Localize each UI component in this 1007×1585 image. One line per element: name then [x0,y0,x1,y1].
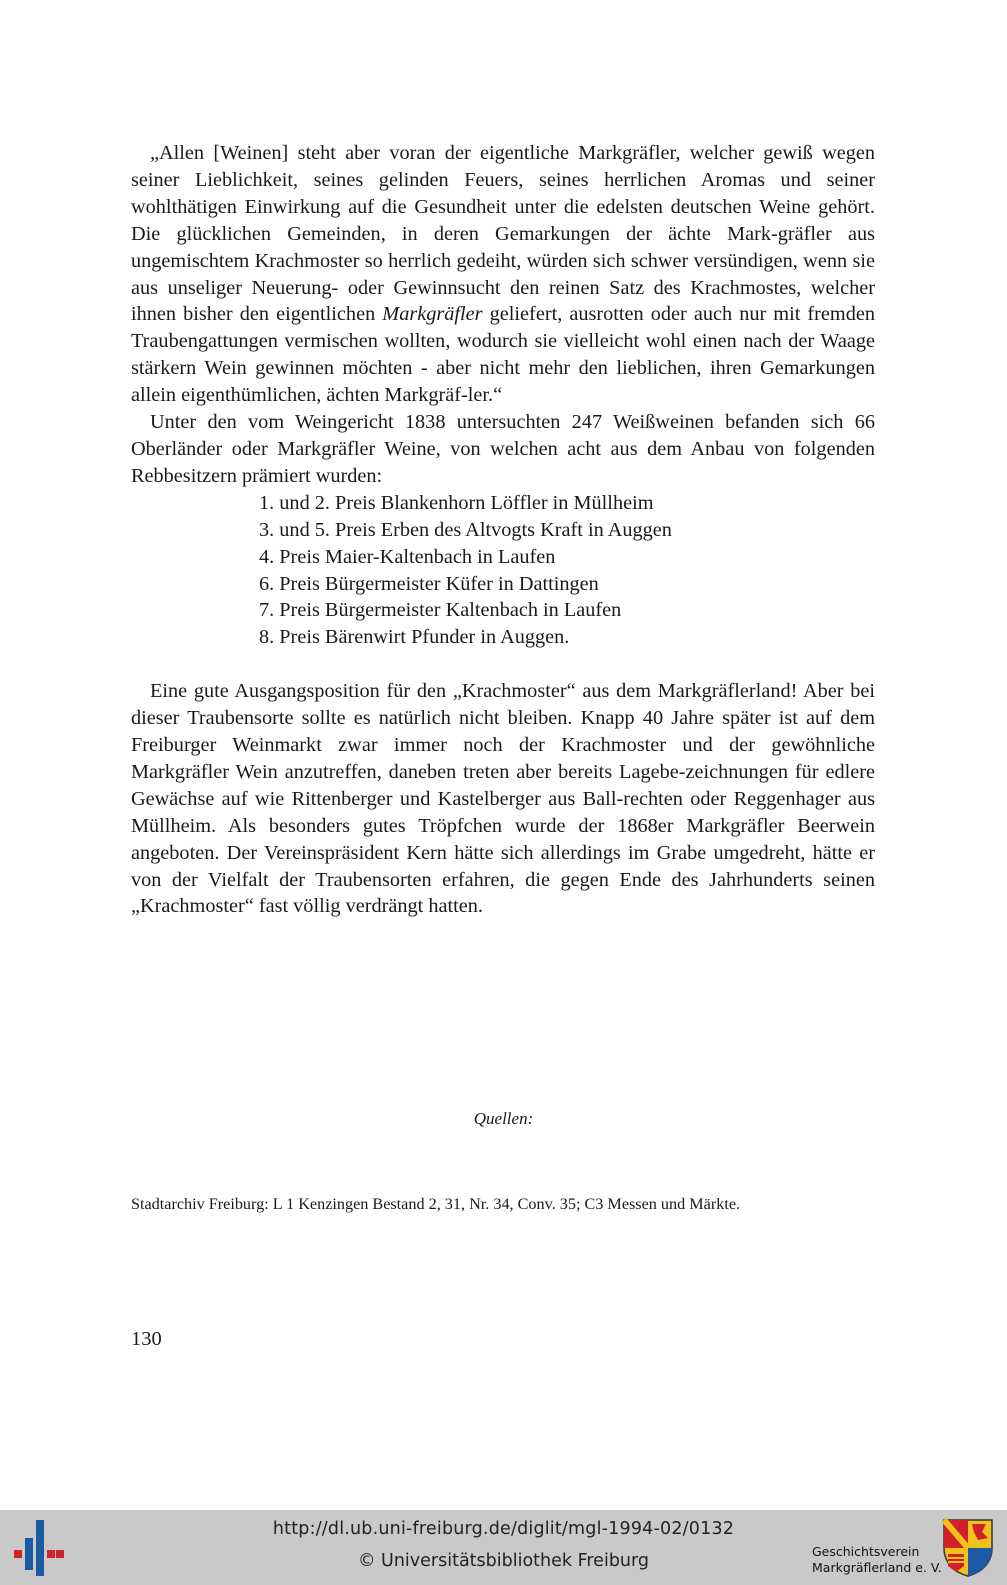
prize-item: 1. und 2. Preis Blankenhorn Löffler in Müllheim [259,491,654,514]
coat-of-arms-icon [942,1518,994,1578]
sources-heading: Quellen: [473,1109,534,1128]
document-url[interactable]: http://dl.ub.uni-freiburg.de/diglit/mgl-1994-02/0132 [272,1519,735,1539]
prize-list [131,490,875,651]
prize-item: 7. Preis Bürgermeister Kaltenbach in Laufen [259,599,622,622]
quote-text-part2: geliefert, ausrotten oder auch nur mit fremden Traubengattungen vermischen wollten, wodurch sie vielleicht wohl einen nach der Waage stärkern Wein gewinnen möchten - aber nicht mehr den lieblichen, ihren Gemarkungen allein eigenthümlichen, ächten Markgräf-ler.“ [131,303,875,407]
paragraph-gap [131,651,875,678]
quote-paragraph [131,140,875,409]
association-line-1: Geschichtsverein [812,1544,920,1559]
quote-text-part1: „Allen [Weinen] steht aber voran der eigentliche Markgräfler, welcher gewiß wegen seiner Lieblichkeit, seines gelinden Feuers, seines herrlichen Aromas und seiner wohlthätigen Einwirkung auf die Gesundheit unter die edelsten deutschen Weine gehört. Die glücklichen Gemeinden, in deren Gemarkungen der ächte Mark-gräfler aus ungemischtem Krachmoster so herrlich gedeiht, würden sich schwer versündigen, wenn sie aus unseliger Neuerung- oder Gewinnsucht den reinen Satz des Krachmostes, welcher ihnen bisher den eigentlichen [131,142,875,326]
prize-item: 3. und 5. Preis Erben des Altvogts Kraft in Auggen [259,518,672,541]
association-name [812,1544,942,1576]
closing-paragraph: Eine gute Ausgangsposition für den „Krachmoster“ aus dem Markgräflerland! Aber bei dieser Traubensorte sollte es natürlich nicht bleiben. Knapp 40 Jahre später ist auf dem Freiburger Weinmarkt zwar immer noch der Krachmoster und der gewöhnliche Markgräfler Wein anzutreffen, daneben treten aber bereits Lagebe-zeichnungen für edlere Gewächse auf wie Rittenberger und Kastelberger aus Ball-rechten oder Reggenhager aus Müllheim. Als besonders gutes Tröpfchen wurde der 1868er Markgräfler Beerwein angeboten. Der Vereinspräsident Kern hätte sich allerdings im Grabe umgedreht, hätte er von der Vielfalt der Traubensorten erfahren, die gegen Ende des Jahrhunderts seinen „Krachmoster“ fast völlig verdrängt hatten. [131,680,875,918]
prize-item: 8. Preis Bärenwirt Pfunder in Auggen. [259,626,570,649]
copyright-notice: © Universitätsbibliothek Freiburg [357,1551,650,1571]
viewer-footer [0,1510,1007,1585]
prize-item: 6. Preis Bürgermeister Küfer in Dattingen [259,572,599,595]
article-body [131,140,875,920]
prize-item: 4. Preis Maier-Kaltenbach in Laufen [259,545,556,568]
prize-intro-paragraph: Unter den vom Weingericht 1838 untersuchten 247 Weißweinen befanden sich 66 Oberländer oder Markgräfler Weine, von welchen acht aus dem Anbau von folgenden Rebbesitzern prämiert wurden: [131,411,875,487]
page-number: 130 [131,1328,162,1350]
association-line-2: Markgräflerland e. V. [812,1560,942,1575]
quote-emphasis: Markgräfler [382,303,483,326]
sources-text: Stadtarchiv Freiburg: L 1 Kenzingen Bestand 2, 31, Nr. 34, Conv. 35; C3 Messen und Märkte. [131,1195,741,1213]
